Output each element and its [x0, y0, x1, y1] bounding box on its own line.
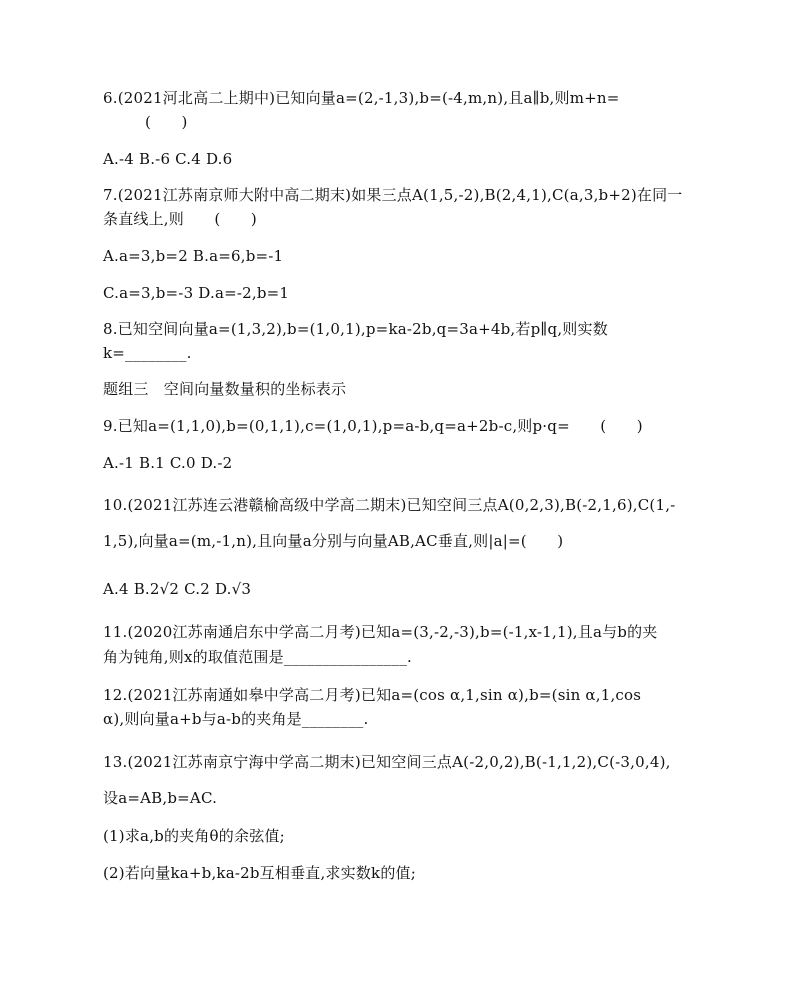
q8-stem-line2: k=________.	[103, 344, 192, 362]
q13-part1: (1)求a,b的夹角θ的余弦值;	[103, 827, 285, 845]
q7-stem-line2: 条直线上,则 ( )	[103, 210, 257, 228]
q7-options-cd: C.a=3,b=-3 D.a=-2,b=1	[103, 284, 290, 302]
q6-options: A.-4 B.-6 C.4 D.6	[103, 150, 233, 168]
q10-stem-line1: 10.(2021江苏连云港赣榆高级中学高二期末)已知空间三点A(0,2,3),B(-2,1,6),C(1,-	[103, 496, 676, 514]
q6-stem: 6.(2021河北高二上期中)已知向量a=(2,-1,3),b=(-4,m,n),且a∥b,则m+n=	[103, 89, 620, 107]
q10-stem-line2: 1,5),向量a=(m,-1,n),且向量a分别与向量AB,AC垂直,则|a|=( )	[103, 532, 564, 550]
q11-stem-line2: 角为钝角,则x的取值范围是________________.	[103, 648, 412, 666]
q7-options-ab: A.a=3,b=2 B.a=6,b=-1	[103, 247, 284, 265]
q10-options: A.4 B.2√2 C.2 D.√3	[103, 580, 252, 598]
section-heading: 题组三 空间向量数量积的坐标表示	[103, 380, 347, 398]
q9-options: A.-1 B.1 C.0 D.-2	[103, 454, 233, 472]
q12-stem-line2: α),则向量a+b与a-b的夹角是________.	[103, 710, 369, 728]
q13-part2: (2)若向量ka+b,ka-2b互相垂直,求实数k的值;	[103, 864, 416, 882]
q13-stem-line1: 13.(2021江苏南京宁海中学高二期末)已知空间三点A(-2,0,2),B(-1,1,2),C(-3,0,4),	[103, 753, 671, 771]
q11-stem-line1: 11.(2020江苏南通启东中学高二月考)已知a=(3,-2,-3),b=(-1,x-1,1),且a与b的夹	[103, 623, 658, 641]
q13-stem-line2: 设a=AB,b=AC.	[103, 789, 218, 807]
q7-stem-line1: 7.(2021江苏南京师大附中高二期末)如果三点A(1,5,-2),B(2,4,1),C(a,3,b+2)在同一	[103, 186, 683, 204]
q9-stem: 9.已知a=(1,1,0),b=(0,1,1),c=(1,0,1),p=a-b,q=a+2b-c,则p·q= ( )	[103, 417, 643, 435]
q8-stem-line1: 8.已知空间向量a=(1,3,2),b=(1,0,1),p=ka-2b,q=3a+4b,若p∥q,则实数	[103, 320, 608, 338]
q6-answer-blank: ( )	[145, 113, 188, 131]
q12-stem-line1: 12.(2021江苏南通如皋中学高二月考)已知a=(cos α,1,sin α),b=(sin α,1,cos	[103, 686, 642, 704]
